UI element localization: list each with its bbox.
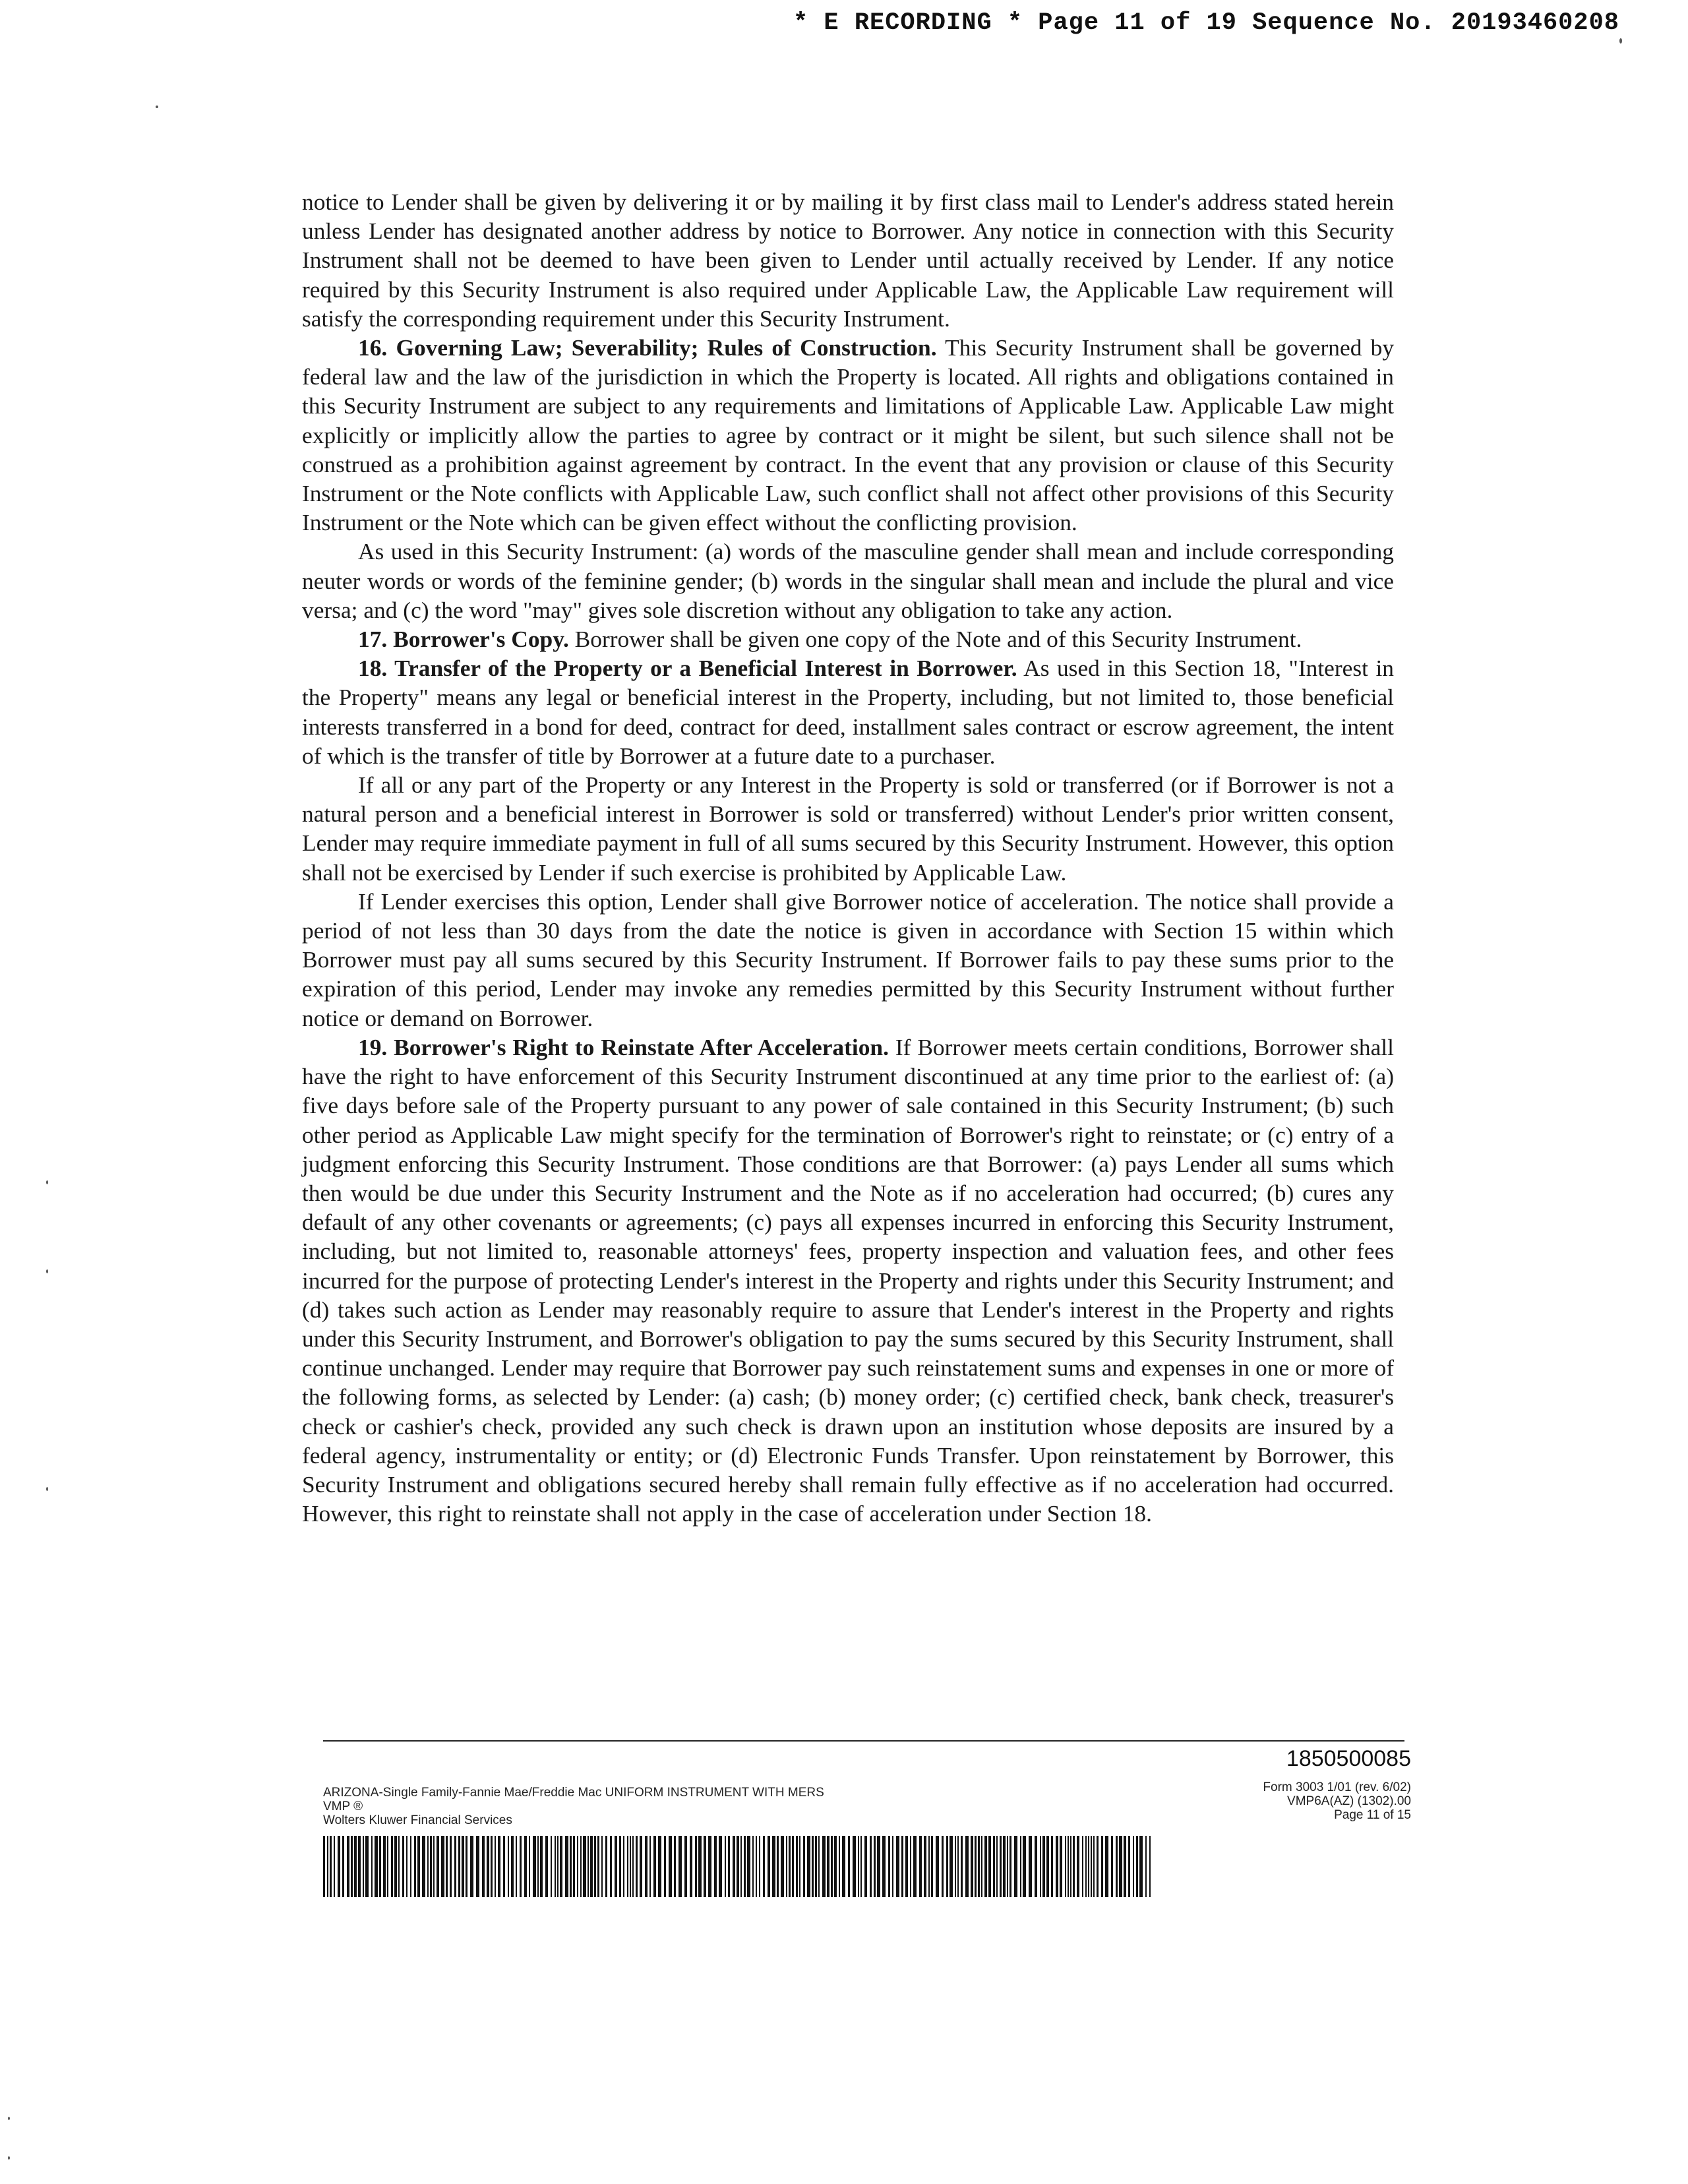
barcode-bar bbox=[669, 1836, 672, 1897]
barcode-bar bbox=[919, 1836, 922, 1897]
barcode-bar bbox=[580, 1836, 582, 1897]
barcode-bar bbox=[555, 1836, 556, 1897]
barcode-bar bbox=[402, 1836, 404, 1897]
barcode-bar bbox=[636, 1836, 638, 1897]
barcode-bar bbox=[792, 1836, 794, 1897]
barcode-bar bbox=[842, 1836, 845, 1897]
barcode-bar bbox=[570, 1836, 572, 1897]
barcode-bar bbox=[831, 1836, 833, 1897]
footer-divider bbox=[323, 1740, 1404, 1742]
barcode-bar bbox=[1119, 1836, 1122, 1897]
barcode-bar bbox=[529, 1836, 530, 1897]
barcode-bar bbox=[1093, 1836, 1095, 1897]
barcode-bar bbox=[342, 1836, 344, 1897]
loan-number: 1850500085 bbox=[1286, 1746, 1411, 1771]
barcode-bar bbox=[533, 1836, 536, 1897]
form-code: VMP6A(AZ) (1302).00 bbox=[1287, 1794, 1411, 1808]
section-18-acceleration: If Lender exercises this option, Lender shall give Borrower notice of acceleration. The notice shall provide a period of not less than 30 days from the date the notice is given in accordance with Section 15 within which Borrower must pay all sums secured by this Security Instrument. If Borrower fails to pay these sums prior to the expiration of this period, Lender may invoke any remedies permitted by this Security Instrument without further notice or demand on Borrower. bbox=[302, 888, 1394, 1031]
barcode-bar bbox=[984, 1836, 987, 1897]
scan-speck bbox=[46, 1487, 48, 1491]
barcode-bar bbox=[818, 1836, 820, 1897]
barcode-bar bbox=[803, 1836, 805, 1897]
barcode-bar bbox=[524, 1836, 527, 1897]
scan-speck bbox=[8, 2156, 10, 2160]
barcode-bar bbox=[334, 1836, 335, 1897]
barcode-bar bbox=[690, 1836, 692, 1897]
footer-form-info bbox=[323, 1786, 824, 1827]
barcode-bar bbox=[834, 1836, 837, 1897]
section-18-heading: 18. Transfer of the Property or a Beneficial Interest in Borrower. bbox=[358, 655, 1017, 682]
barcode-bar bbox=[807, 1836, 810, 1897]
barcode-bar bbox=[961, 1836, 963, 1897]
barcode-bar bbox=[853, 1836, 856, 1897]
barcode-bar bbox=[981, 1836, 982, 1897]
barcode-bar bbox=[1105, 1836, 1108, 1897]
barcode-bar bbox=[975, 1836, 977, 1897]
barcode-bar bbox=[347, 1836, 349, 1897]
barcode-bar bbox=[491, 1836, 493, 1897]
barcode-bar bbox=[768, 1836, 770, 1897]
barcode-bar bbox=[391, 1836, 393, 1897]
scan-speck bbox=[46, 1269, 48, 1273]
section-18-consent: If all or any part of the Property or any Interest in the Property is sold or transferred (or if Borrower is not a natural person and a beneficial interest in Borrower is sold or transferred) without Lender's prior written consent, Lender may require immediate payment in full of all sums secured by this Security Instrument. However, this option shall not be exercised by Lender if such exercise is prohibited by Applicable Law. bbox=[302, 772, 1394, 886]
barcode-bar bbox=[756, 1836, 757, 1897]
barcode-bar bbox=[1035, 1836, 1037, 1897]
barcode-bar bbox=[433, 1836, 435, 1897]
barcode-bar bbox=[839, 1836, 840, 1897]
scan-speck bbox=[156, 106, 158, 108]
barcode-bar bbox=[406, 1836, 407, 1897]
barcode-bar bbox=[913, 1836, 917, 1897]
barcode-bar bbox=[714, 1836, 717, 1897]
footer-form-number bbox=[1263, 1780, 1411, 1822]
barcode-bar bbox=[1145, 1836, 1147, 1897]
barcode-bar bbox=[450, 1836, 452, 1897]
barcode-bar bbox=[888, 1836, 890, 1897]
barcode-bar bbox=[1042, 1836, 1045, 1897]
barcode-bar bbox=[383, 1836, 386, 1897]
barcode-bar bbox=[684, 1836, 687, 1897]
barcode-bar bbox=[896, 1836, 899, 1897]
barcode-bar bbox=[708, 1836, 711, 1897]
barcode-bar bbox=[704, 1836, 706, 1897]
paragraph-notice-to-lender: notice to Lender shall be given by delivering it or by mailing it by first class mail to Lender's address stated herein unless Lender has designated another address by notice to Borrower. Any notice in connection with this Security Instrument shall not be deemed to have been given to Lender until actually received by Lender. If any notice required by this Security Instrument is also required under Applicable Law, the Applicable Law requirement will satisfy the corresponding requirement under this Security Instrument. bbox=[302, 189, 1394, 332]
barcode-bar bbox=[993, 1836, 995, 1897]
section-19-text: If Borrower meets certain conditions, Borrower shall have the right to have enforcement of this Security Instrument discontinued at any time prior to the earliest of: (a) five days before sale of the Property pursuant to any power of sale contained in this Security Instrument; (b) such other period as Applicable Law might specify for the termination of Borrower's right to reinstate; or (c) entry of a judgment enforcing this Security Instrument. Those conditions are that Borrower: (a) pays Lender all sums which then would be due under this Security Instrument and the Note as if no acceleration had occurred; (b) cures any default of any other covenants or agreements; (c) pays all expenses incurred in enforcing this Security Instrument, including, but not limited to, reasonable attorneys' fees, property inspection and valuation fees, and other fees incurred for the purpose of protecting Lender's interest in the Property and rights under this Security Instrument; and (d) takes such action as Lender may reasonably require to assure that Lender's interest in the Property and rights under this Security Instrument, and Borrower's obligation to pay the sums secured by this Security Instrument, shall continue unchanged. Lender may require that Borrower pay such reinstatement sums and expenses in one or more of the following forms, as selected by Lender: (a) cash; (b) money order; (c) certified check, bank check, treasurer's check or cashier's check, provided any such check is drawn upon an institution whose deposits are insured by a federal agency, instrumentality or entity; or (d) Electronic Funds Transfer. Upon reinstatement by Borrower, this Security Instrument and obligations secured hereby shall remain fully effective as if no acceleration had occurred. However, this right to reinstate shall not apply in the case of acceleration under Section 18. bbox=[302, 1033, 1394, 1527]
barcode-bar bbox=[1088, 1836, 1089, 1897]
barcode-bar bbox=[590, 1836, 593, 1897]
barcode-bar bbox=[695, 1836, 697, 1897]
barcode-bar bbox=[410, 1836, 411, 1897]
barcode-bar bbox=[537, 1836, 539, 1897]
barcode-bar bbox=[924, 1836, 926, 1897]
barcode-bar bbox=[996, 1836, 998, 1897]
barcode-bar bbox=[955, 1836, 956, 1897]
barcode-bar bbox=[466, 1836, 467, 1897]
barcode-bar bbox=[454, 1836, 456, 1897]
barcode-bar bbox=[860, 1836, 862, 1897]
section-18-text: As used in this Section 18, "Interest in the Property" means any legal or beneficial interest in the Property, including, but not limited to, those beneficial interests transferred in a bond for deed, contract for deed, installment sales contract or escrow agreement, the intent of which is the transfer of title by Borrower at a future date to a purchaser. bbox=[302, 655, 1394, 769]
barcode-bar bbox=[905, 1836, 908, 1897]
barcode-bar bbox=[1097, 1836, 1099, 1897]
barcode-bar bbox=[422, 1836, 425, 1897]
barcode-bar bbox=[398, 1836, 400, 1897]
barcode-bar bbox=[1007, 1836, 1008, 1897]
barcode-bar bbox=[379, 1836, 381, 1897]
form-number: Form 3003 1/01 (rev. 6/02) bbox=[1263, 1780, 1411, 1794]
barcode-bar bbox=[1068, 1836, 1069, 1897]
barcode-bar bbox=[796, 1836, 798, 1897]
barcode-bar bbox=[645, 1836, 648, 1897]
barcode-bar bbox=[1149, 1836, 1151, 1897]
form-title: ARIZONA-Single Family-Fannie Mae/Freddie Mac UNIFORM INSTRUMENT WITH MERS bbox=[323, 1786, 824, 1800]
barcode-bar bbox=[698, 1836, 702, 1897]
barcode-bar bbox=[430, 1836, 432, 1897]
barcode-bar bbox=[508, 1836, 509, 1897]
barcode-bar bbox=[772, 1836, 775, 1897]
barcode-bar bbox=[649, 1836, 651, 1897]
barcode-bar bbox=[560, 1836, 562, 1897]
barcode-bar bbox=[827, 1836, 829, 1897]
barcode-bar bbox=[1065, 1836, 1066, 1897]
barcode-bar bbox=[1070, 1836, 1071, 1897]
barcode-bar bbox=[632, 1836, 634, 1897]
section-19 bbox=[302, 1033, 1394, 1528]
barcode-bar bbox=[1139, 1836, 1143, 1897]
barcode-bar bbox=[358, 1836, 361, 1897]
section-18 bbox=[302, 653, 1394, 770]
barcode-bar bbox=[610, 1836, 612, 1897]
barcode-bar bbox=[417, 1836, 420, 1897]
barcode-bar bbox=[812, 1836, 814, 1897]
barcode-bar bbox=[1116, 1836, 1118, 1897]
barcode-bar bbox=[482, 1836, 485, 1897]
barcode-bar bbox=[511, 1836, 514, 1897]
barcode-bar bbox=[387, 1836, 388, 1897]
barcode-bar bbox=[892, 1836, 893, 1897]
barcode-bar bbox=[414, 1836, 416, 1897]
barcode-bar bbox=[516, 1836, 517, 1897]
section-16-construction: As used in this Security Instrument: (a) words of the masculine gender shall mean and include corresponding neuter words or words of the feminine gender; (b) words in the singular shall mean and include the plural and vice versa; and (c) the word "may" gives sole discretion without any obligation to take any action. bbox=[302, 538, 1394, 623]
barcode-bar bbox=[747, 1836, 750, 1897]
barcode-bar bbox=[495, 1836, 496, 1897]
barcode-bar bbox=[910, 1836, 911, 1897]
barcode-bar bbox=[1040, 1836, 1041, 1897]
barcode-bar bbox=[503, 1836, 505, 1897]
barcode-bar bbox=[781, 1836, 784, 1897]
barcode-bar bbox=[1091, 1836, 1092, 1897]
barcode-bar bbox=[864, 1836, 867, 1897]
barcode-bar bbox=[1124, 1836, 1126, 1897]
section-19-heading: 19. Borrower's Right to Reinstate After Acceleration. bbox=[358, 1033, 889, 1060]
barcode-bar bbox=[540, 1836, 543, 1897]
barcode-bar bbox=[615, 1836, 617, 1897]
barcode-bar bbox=[965, 1836, 969, 1897]
barcode-bar bbox=[678, 1836, 682, 1897]
barcode-bar bbox=[1000, 1836, 1002, 1897]
barcode-bar bbox=[375, 1836, 378, 1897]
barcode-bar bbox=[487, 1836, 489, 1897]
vmp-mark: VMP ® bbox=[323, 1800, 363, 1813]
barcode-bar bbox=[565, 1836, 568, 1897]
barcode-bar bbox=[799, 1836, 800, 1897]
barcode-bar bbox=[858, 1836, 859, 1897]
barcode-bar bbox=[573, 1836, 575, 1897]
barcode-bar bbox=[1060, 1836, 1062, 1897]
barcode-bar bbox=[551, 1836, 552, 1897]
barcode-bar bbox=[752, 1836, 754, 1897]
barcode-bar bbox=[733, 1836, 735, 1897]
section-16-heading: 16. Governing Law; Severability; Rules of Construction. bbox=[358, 334, 937, 361]
barcode-bar bbox=[363, 1836, 364, 1897]
recording-header: * E RECORDING * Page 11 of 19 Sequence No. 20193460208 bbox=[793, 9, 1619, 37]
barcode-bar bbox=[936, 1836, 939, 1897]
barcode-bar bbox=[476, 1836, 479, 1897]
barcode-bar bbox=[446, 1836, 448, 1897]
barcode-bar bbox=[978, 1836, 980, 1897]
scan-speck bbox=[46, 1180, 48, 1184]
barcode-bar bbox=[640, 1836, 642, 1897]
barcode-bar bbox=[1020, 1836, 1021, 1897]
barcode-bar bbox=[365, 1836, 369, 1897]
barcode-bar bbox=[653, 1836, 656, 1897]
barcode-bar bbox=[605, 1836, 607, 1897]
barcode-bar bbox=[759, 1836, 760, 1897]
page-label: Page 11 of 15 bbox=[1334, 1808, 1411, 1822]
barcode-bar bbox=[1136, 1836, 1138, 1897]
barcode-bar bbox=[351, 1836, 353, 1897]
barcode-bar bbox=[725, 1836, 726, 1897]
barcode-bar bbox=[470, 1836, 473, 1897]
barcode-bar bbox=[1014, 1836, 1017, 1897]
barcode-bar bbox=[601, 1836, 603, 1897]
barcode-bar bbox=[815, 1836, 817, 1897]
barcode-bar bbox=[394, 1836, 397, 1897]
barcode-bar bbox=[1051, 1836, 1053, 1897]
barcode-bar bbox=[874, 1836, 876, 1897]
barcode-bar bbox=[1082, 1836, 1083, 1897]
barcode-bar bbox=[1128, 1836, 1130, 1897]
barcode-bar bbox=[338, 1836, 340, 1897]
section-16-text: This Security Instrument shall be governed by federal law and the law of the jurisdiction in which the Property is located. All rights and obligations contained in this Security Instrument are subject to any requirements and limitations of Applicable Law. Applicable Law might explicitly or implicitly allow the parties to agree by contract or it might be silent, but such silence shall not be construed as a prohibition against agreement by contract. In the event that any provision or clause of this Security Instrument or the Note conflicts with Applicable Law, such conflict shall not affect other provisions of this Security Instrument or the Note which can be given effect without the conflicting provision. bbox=[302, 334, 1395, 536]
barcode-bar bbox=[1077, 1836, 1079, 1897]
barcode-bar bbox=[763, 1836, 765, 1897]
barcode-bar bbox=[928, 1836, 930, 1897]
barcode-bar bbox=[437, 1836, 439, 1897]
barcode-bar bbox=[957, 1836, 959, 1897]
barcode-bar bbox=[848, 1836, 850, 1897]
barcode-bar bbox=[498, 1836, 500, 1897]
barcode-bar bbox=[789, 1836, 791, 1897]
barcode-bar bbox=[931, 1836, 933, 1897]
section-17-text: Borrower shall be given one copy of the Note and of this Security Instrument. bbox=[568, 626, 1302, 653]
barcode-bar bbox=[627, 1836, 628, 1897]
scan-speck bbox=[1619, 38, 1622, 44]
barcode-bar bbox=[354, 1836, 357, 1897]
section-17 bbox=[302, 624, 1394, 653]
barcode-bar bbox=[777, 1836, 779, 1897]
barcode-bar bbox=[330, 1836, 332, 1897]
barcode-bar bbox=[594, 1836, 596, 1897]
barcode bbox=[323, 1836, 1157, 1897]
barcode-bar bbox=[1023, 1836, 1026, 1897]
barcode-bar bbox=[1046, 1836, 1049, 1897]
barcode-bar bbox=[630, 1836, 631, 1897]
barcode-bar bbox=[577, 1836, 578, 1897]
barcode-bar bbox=[588, 1836, 589, 1897]
barcode-bar bbox=[870, 1836, 872, 1897]
barcode-bar bbox=[597, 1836, 599, 1897]
barcode-bar bbox=[950, 1836, 953, 1897]
barcode-bar bbox=[619, 1836, 621, 1897]
barcode-bar bbox=[946, 1836, 948, 1897]
barcode-bar bbox=[1029, 1836, 1032, 1897]
barcode-bar bbox=[988, 1836, 991, 1897]
barcode-bar bbox=[740, 1836, 742, 1897]
section-16 bbox=[302, 333, 1394, 537]
barcode-bar bbox=[877, 1836, 880, 1897]
barcode-bar bbox=[1111, 1836, 1113, 1897]
barcode-bar bbox=[664, 1836, 666, 1897]
barcode-bar bbox=[1003, 1836, 1006, 1897]
barcode-bar bbox=[327, 1836, 328, 1897]
document-body bbox=[302, 187, 1394, 1528]
barcode-bar bbox=[371, 1836, 373, 1897]
barcode-bar bbox=[545, 1836, 548, 1897]
barcode-bar bbox=[323, 1836, 325, 1897]
barcode-bar bbox=[462, 1836, 464, 1897]
barcode-bar bbox=[557, 1836, 558, 1897]
barcode-bar bbox=[882, 1836, 886, 1897]
barcode-bar bbox=[786, 1836, 787, 1897]
barcode-bar bbox=[623, 1836, 624, 1897]
section-17-heading: 17. Borrower's Copy. bbox=[358, 626, 569, 653]
barcode-bar bbox=[822, 1836, 826, 1897]
barcode-bar bbox=[458, 1836, 460, 1897]
barcode-bar bbox=[583, 1836, 586, 1897]
barcode-bar bbox=[1010, 1836, 1011, 1897]
barcode-bar bbox=[719, 1836, 722, 1897]
barcode-bar bbox=[674, 1836, 676, 1897]
barcode-bar bbox=[942, 1836, 944, 1897]
barcode-bar bbox=[658, 1836, 661, 1897]
barcode-bar bbox=[971, 1836, 973, 1897]
barcode-bar bbox=[1085, 1836, 1087, 1897]
barcode-bar bbox=[1073, 1836, 1075, 1897]
barcode-bar bbox=[728, 1836, 730, 1897]
barcode-bar bbox=[427, 1836, 429, 1897]
barcode-bar bbox=[1133, 1836, 1134, 1897]
barcode-bar bbox=[520, 1836, 522, 1897]
barcode-bar bbox=[441, 1836, 444, 1897]
barcode-bar bbox=[901, 1836, 903, 1897]
barcode-bar bbox=[1101, 1836, 1103, 1897]
publisher: Wolters Kluwer Financial Services bbox=[323, 1813, 512, 1827]
barcode-bar bbox=[737, 1836, 739, 1897]
scan-speck bbox=[8, 2117, 10, 2120]
barcode-bar bbox=[744, 1836, 746, 1897]
barcode-bar bbox=[1056, 1836, 1058, 1897]
